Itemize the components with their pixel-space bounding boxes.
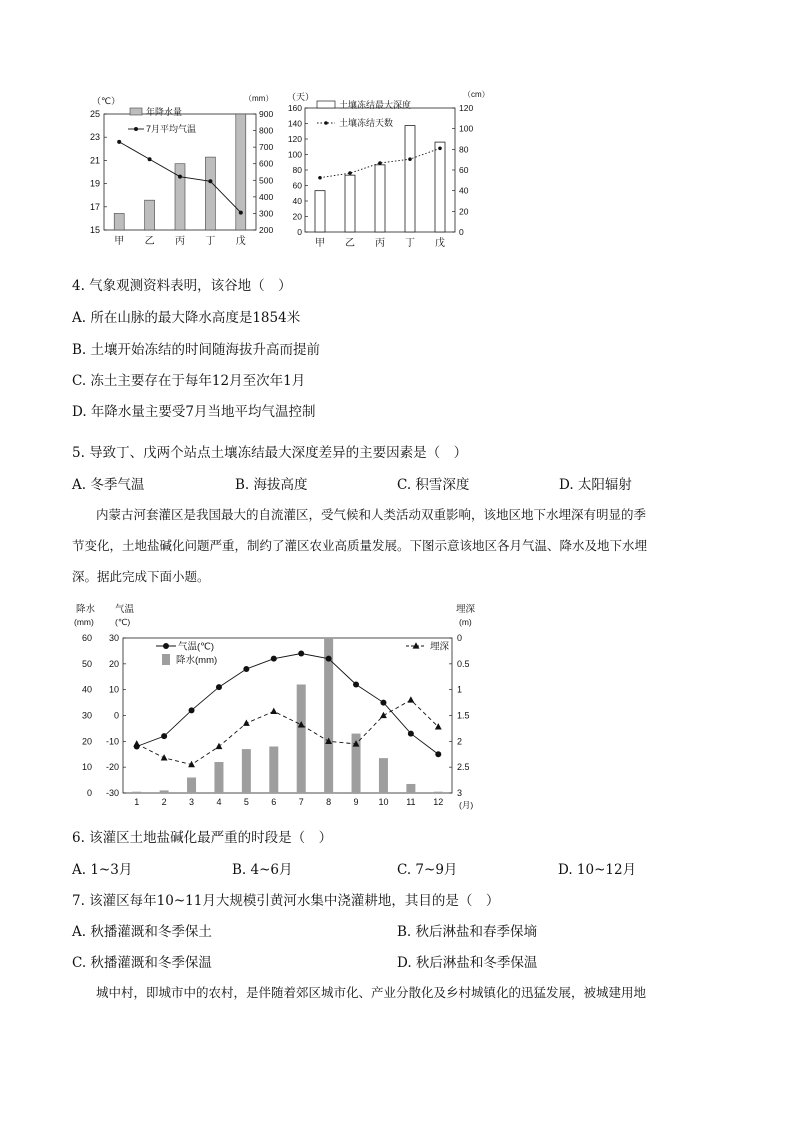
q5-stem: 5. 导致丁、戊两个站点土壤冻结最大深度差异的主要因素是（ ）: [72, 445, 468, 461]
chart3-temp-point: [353, 682, 359, 688]
chart1-x-label: 戊: [235, 236, 246, 247]
q6-option-c[interactable]: C. 7~9月: [397, 862, 458, 878]
chart2-x-label: 甲: [315, 238, 325, 249]
passage-1-line-3: 深。据此完成下面小题。: [72, 569, 210, 584]
chart3-legend-precip-label: 降水(mm): [176, 655, 218, 666]
chart3-precip-bar: [160, 790, 169, 793]
passage-1-line-1: 内蒙古河套灌区是我国最大的自流灌区，受气候和人类活动双重影响，该地区地下水埋深有明显的季: [96, 507, 647, 522]
q7-option-a[interactable]: A. 秋播灌溉和冬季保土: [72, 924, 212, 940]
chart3-temp-point: [298, 651, 304, 657]
chart1-bar: [114, 213, 124, 230]
q5-option-c[interactable]: C. 积雪深度: [397, 477, 470, 493]
chart3-temp-point: [380, 700, 386, 706]
chart2-left-tick-label: 120: [287, 134, 302, 144]
chart3-depth-point: [216, 743, 223, 749]
chart3-temp-tick-label: 0: [113, 710, 119, 721]
q4-option-d[interactable]: D. 年降水量主要受7月当地平均气温控制: [72, 404, 316, 420]
q5-option-a[interactable]: A. 冬季气温: [72, 477, 145, 493]
chart2-days-point: [408, 157, 412, 161]
q4-option-a[interactable]: A. 所在山脉的最大降水高度是1854米: [72, 310, 301, 326]
chart-1: [60, 88, 280, 258]
chart3-temp-unit: (℃): [115, 617, 131, 627]
chart2-legend-bar-swatch: [317, 101, 335, 108]
chart2-bar: [405, 126, 415, 232]
chart1-right-tick-label: 700: [259, 142, 274, 153]
chart3-precip-bar: [187, 778, 196, 794]
chart3-temp-tick-label: -20: [105, 762, 119, 773]
chart3-month-unit: (月): [459, 800, 474, 810]
chart2-right-tick-label: 100: [459, 123, 474, 134]
chart1-left-tick-label: 25: [89, 109, 100, 119]
q7-option-d[interactable]: D. 秋后淋盐和冬季保温: [397, 955, 538, 971]
chart1-right-unit: （mm）: [244, 94, 274, 103]
chart3-depth-tick-label: 1.5: [457, 710, 470, 721]
chart3-legend-precip-swatch: [162, 654, 170, 665]
chart3-depth-tick-label: 3: [457, 788, 463, 798]
chart3-precip-bar: [406, 784, 415, 793]
chart3-temp-tick-label: 20: [108, 658, 119, 669]
chart2-x-label: 乙: [345, 238, 355, 249]
chart3-temp-point: [189, 707, 195, 713]
chart3-precip-bar: [269, 747, 278, 794]
chart3-precip-label: 降水: [76, 604, 96, 615]
chart3-depth-line: [137, 700, 439, 765]
chart1-right-tick-label: 200: [259, 225, 274, 235]
chart2-legend-bar-label: 土壤冻结最大深度: [339, 100, 412, 110]
chart3-temp-point: [271, 656, 277, 662]
chart2-left-tick-label: 20: [292, 211, 302, 222]
chart3-month-label: 9: [353, 797, 359, 807]
chart1-right-tick-label: 500: [259, 175, 274, 186]
chart1-temp-point: [117, 140, 121, 144]
chart3-precip-bar: [297, 685, 306, 794]
chart3-precip-tick-label: 60: [81, 633, 92, 643]
chart1-left-tick-label: 19: [89, 178, 100, 189]
chart2-days-point: [318, 176, 322, 180]
chart3-precip-tick-label: 30: [81, 710, 92, 721]
chart3-month-label: 2: [161, 797, 167, 807]
chart1-right-tick-label: 900: [259, 109, 274, 119]
chart1-legend-line-label: 7月平均气温: [146, 124, 197, 134]
q6-option-d[interactable]: D. 10~12月: [558, 862, 637, 878]
chart3-depth-unit: (m): [459, 617, 472, 627]
chart3-frame: [123, 638, 452, 793]
passage-1-line-2: 节变化，土地盐碱化问题严重，制约了灌区农业高质量发展。下图示意该地区各月气温、降水及地下水埋: [72, 538, 648, 553]
q7-option-b[interactable]: B. 秋后淋盐和春季保墒: [397, 924, 538, 940]
chart2-right-tick-label: 0: [459, 227, 464, 237]
q6-stem: 6. 该灌区土地盐碱化最严重的时段是（ ）: [72, 830, 333, 846]
chart1-legend-bar-label: 年降水量: [146, 107, 183, 117]
chart1-temp-point: [178, 175, 182, 179]
q4-option-b[interactable]: B. 土壤开始冻结的时间随海拔升高而提前: [72, 342, 321, 358]
chart1-x-label: 丙: [175, 236, 185, 247]
chart3-legend-depth-label: 埋深: [430, 641, 450, 653]
chart3-precip-bar: [214, 762, 223, 793]
chart2-days-point: [348, 171, 352, 175]
chart3-depth-point: [243, 719, 250, 725]
chart3-precip-bar: [434, 792, 443, 793]
chart2-days-point: [438, 147, 442, 151]
q6-option-b[interactable]: B. 4~6月: [232, 862, 293, 878]
chart-2: [275, 86, 495, 258]
chart3-month-label: 4: [216, 797, 222, 807]
chart3-depth-tick-label: 2.5: [457, 762, 470, 773]
chart1-x-label: 丁: [205, 236, 216, 247]
q7-stem: 7. 该灌区每年10~11月大规模引黄河水集中浇灌耕地，其目的是（ ）: [72, 893, 500, 909]
chart1-bar: [205, 157, 215, 230]
chart3-depth-point: [380, 712, 387, 718]
chart2-left-tick-label: 160: [287, 103, 302, 113]
passage-2-line-1: 城中村，即城市中的农村，是伴随着郊区城市化、产业分散化及乡村城镇化的迅猛发展，被城建用地: [96, 985, 647, 1000]
chart3-temp-point: [326, 656, 332, 662]
chart3-precip-bar: [379, 758, 388, 793]
chart3-depth-label: 埋深: [456, 604, 476, 615]
q5-option-d[interactable]: D. 太阳辐射: [559, 477, 632, 493]
chart1-temp-point: [239, 211, 243, 215]
chart1-bar: [175, 164, 185, 230]
q5-option-b[interactable]: B. 海拔高度: [235, 477, 308, 493]
chart2-days-point: [378, 161, 382, 165]
chart3-depth-point: [133, 740, 140, 746]
chart3-month-label: 5: [243, 797, 249, 807]
chart3-month-label: 1: [134, 797, 140, 807]
chart2-left-tick-label: 0: [297, 227, 302, 237]
chart3-temp-tick-label: 30: [108, 633, 119, 643]
chart2-x-label: 丁: [405, 238, 415, 249]
chart3-precip-bar: [242, 749, 251, 793]
chart1-temp-point: [208, 179, 212, 183]
chart1-left-tick-label: 17: [89, 201, 100, 212]
chart1-left-tick-label: 15: [89, 225, 100, 235]
chart3-precip-tick-label: 0: [86, 788, 92, 798]
chart2-bar: [315, 191, 325, 232]
chart1-right-tick-label: 800: [259, 125, 274, 136]
chart3-temp-point: [243, 666, 249, 672]
chart2-left-tick-label: 80: [292, 165, 302, 175]
chart2-x-label: 丙: [375, 238, 385, 249]
chart3-depth-point: [161, 754, 168, 760]
chart3-temp-tick-label: 10: [108, 684, 119, 695]
chart3-precip-tick-label: 50: [81, 658, 92, 669]
chart3-depth-point: [270, 708, 277, 714]
chart3-month-label: 3: [189, 797, 195, 807]
chart3-temp-point: [408, 731, 414, 737]
chart2-left-tick-label: 40: [292, 196, 302, 206]
chart1-legend-bar-swatch: [130, 108, 142, 115]
q7-option-c[interactable]: C. 秋播灌溉和冬季保温: [72, 955, 212, 971]
chart3-month-label: 12: [433, 797, 444, 807]
chart1-left-tick-label: 21: [89, 155, 100, 166]
chart3-legend-depth-marker: [413, 642, 420, 648]
chart3-depth-tick-label: 0: [457, 633, 463, 643]
chart2-bar: [435, 142, 445, 232]
chart2-right-tick-label: 40: [459, 185, 469, 196]
chart1-right-tick-label: 400: [259, 191, 274, 202]
chart3-temp-tick-label: -30: [105, 788, 119, 798]
chart2-bar: [345, 175, 355, 232]
chart2-legend-line-label: 土壤冻结天数: [339, 118, 394, 128]
chart3-legend-temp-marker: [163, 643, 169, 649]
chart2-right-tick-label: 20: [459, 206, 469, 217]
chart2-left-tick-label: 100: [287, 149, 302, 160]
chart3-month-label: 7: [298, 797, 304, 807]
chart3-depth-point: [407, 696, 414, 702]
chart3-precip-bar: [132, 792, 141, 793]
chart1-right-tick-label: 300: [259, 208, 274, 219]
chart1-bar: [145, 200, 155, 230]
chart3-temp-point: [161, 733, 167, 739]
chart1-temp-point: [148, 157, 152, 161]
chart2-bar: [375, 165, 385, 232]
q4-option-c[interactable]: C. 冻土主要存在于每年12月至次年1月: [72, 373, 306, 389]
chart1-legend-line-marker: [134, 127, 138, 131]
chart2-right-tick-label: 120: [459, 103, 474, 113]
chart2-left-tick-label: 140: [287, 118, 302, 129]
chart2-legend-line-marker: [324, 121, 328, 125]
chart2-right-tick-label: 60: [459, 165, 469, 175]
chart1-x-label: 乙: [144, 236, 155, 247]
chart3-precip-tick-label: 20: [81, 736, 92, 747]
chart1-right-tick-label: 600: [259, 158, 274, 169]
chart2-right-tick-label: 80: [459, 144, 469, 155]
chart3-depth-tick-label: 1: [457, 684, 463, 695]
chart2-right-unit: （cm）: [463, 90, 490, 99]
chart1-left-unit: （℃）: [92, 96, 121, 106]
chart3-precip-unit: (mm): [74, 617, 94, 627]
chart3-depth-tick-label: 0.5: [457, 658, 470, 669]
chart2-x-label: 戊: [435, 238, 445, 249]
chart1-x-label: 甲: [114, 236, 125, 247]
chart3-depth-tick-label: 2: [457, 736, 463, 747]
q6-option-a[interactable]: A. 1~3月: [72, 862, 133, 878]
chart3-month-label: 8: [326, 797, 332, 807]
chart1-left-tick-label: 23: [89, 132, 100, 143]
chart3-temp-point: [216, 684, 222, 690]
chart3-precip-tick-label: 10: [81, 762, 92, 773]
chart3-month-label: 6: [271, 797, 277, 807]
chart3-month-label: 10: [378, 797, 389, 807]
q4-stem: 4. 气象观测资料表明，该谷地（ ）: [72, 278, 292, 294]
chart3-precip-tick-label: 40: [81, 684, 92, 695]
chart-3: [70, 600, 490, 815]
chart2-left-tick-label: 60: [292, 180, 302, 191]
chart3-legend-temp-label: 气温(℃): [178, 641, 214, 653]
chart3-month-label: 11: [406, 797, 416, 807]
chart3-temp-tick-label: -10: [105, 736, 119, 747]
chart2-left-unit: （天）: [287, 92, 315, 102]
chart3-temp-label: 气温: [115, 604, 135, 615]
chart3-temp-point: [435, 751, 441, 757]
chart3-temp-line: [137, 654, 439, 755]
